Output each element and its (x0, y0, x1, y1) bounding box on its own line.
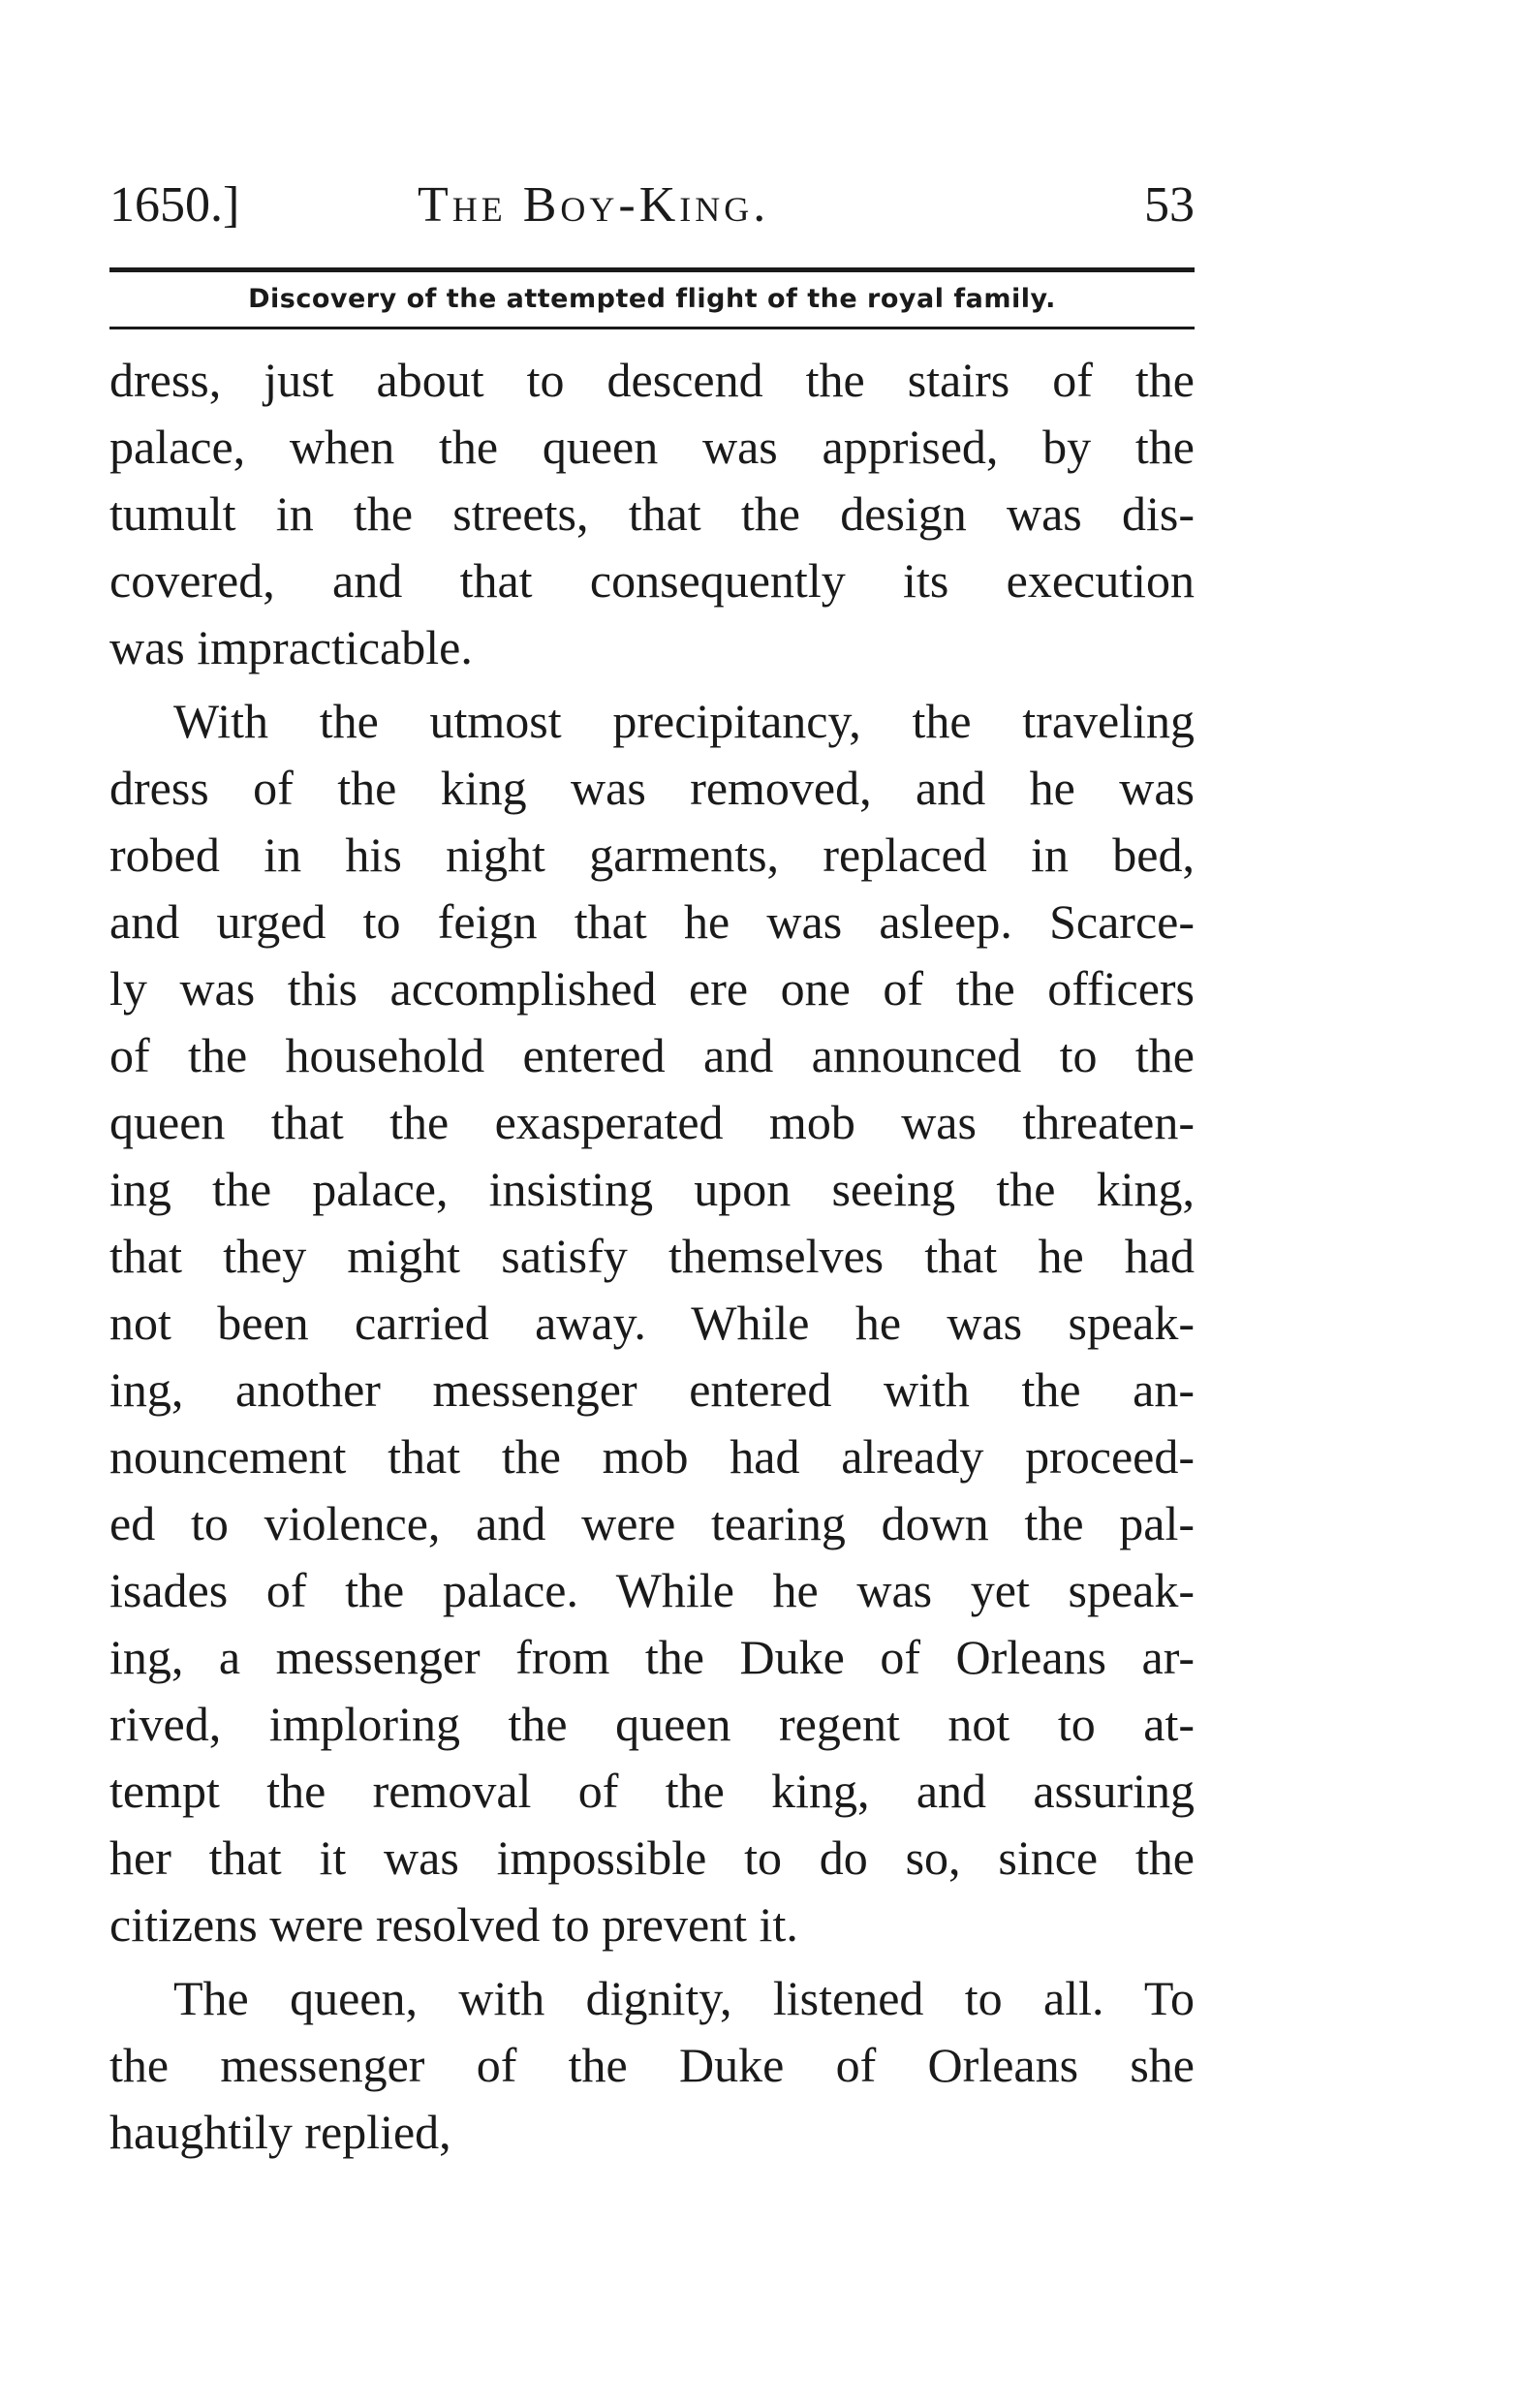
text-line: that they might satisfy themselves that he had (109, 1229, 1195, 1283)
page-number: 53 (1144, 177, 1195, 233)
text-line: tempt the removal of the king, and assuring (109, 1764, 1195, 1818)
text-line: tumult in the streets, that the design was dis- (109, 486, 1195, 541)
paragraph (109, 347, 1195, 681)
text-line: rived, imploring the queen regent not to at- (109, 1697, 1195, 1751)
text-line: ly was this accomplished ere one of the officers (109, 961, 1195, 1016)
text-line: robed in his night garments, replaced in bed, (109, 828, 1195, 882)
text-line: With the utmost precipitancy, the traveling (173, 694, 1195, 748)
header-rule-top (109, 267, 1195, 272)
text-line: was impracticable. (109, 620, 473, 674)
text-line: dress, just about to descend the stairs of the (109, 353, 1195, 407)
text-line: The queen, with dignity, listened to all. To (173, 1971, 1195, 2025)
text-line: isades of the palace. While he was yet speak- (109, 1563, 1195, 1617)
paragraph-gap (109, 1958, 1195, 1965)
paragraph (109, 1965, 1195, 2166)
text-line: nouncement that the mob had already proceed- (109, 1429, 1195, 1484)
text-line: ing, a messenger from the Duke of Orleans ar- (109, 1630, 1195, 1684)
header-rule-bottom (109, 327, 1195, 329)
body-text (109, 347, 1195, 2166)
text-line: not been carried away. While he was speak- (109, 1296, 1195, 1350)
text-line: ing the palace, insisting upon seeing the king, (109, 1162, 1195, 1216)
text-line: covered, and that consequently its execution (109, 553, 1195, 608)
text-line: of the household entered and announced to the (109, 1028, 1195, 1082)
text-line: ed to violence, and were tearing down the pal- (109, 1496, 1195, 1550)
text-line: palace, when the queen was apprised, by the (109, 420, 1195, 474)
text-line: her that it was impossible to do so, since the (109, 1830, 1195, 1885)
paragraph-gap (109, 681, 1195, 688)
paragraph (109, 688, 1195, 1958)
text-line: dress of the king was removed, and he was (109, 761, 1195, 815)
text-line: citizens were resolved to prevent it. (109, 1897, 798, 1952)
text-line: haughtily replied, (109, 2105, 451, 2159)
running-header (109, 167, 1195, 244)
section-subheading: Discovery of the attempted flight of the royal family. (248, 284, 1056, 314)
text-line: and urged to feign that he was asleep. Scarce- (109, 894, 1195, 949)
text-line: the messenger of the Duke of Orleans she (109, 2038, 1195, 2092)
text-line: ing, another messenger entered with the an- (109, 1362, 1195, 1417)
header-year: 1650.] (109, 177, 240, 233)
running-title: The Boy-King. (418, 177, 770, 233)
text-line: queen that the exasperated mob was threaten- (109, 1095, 1195, 1149)
